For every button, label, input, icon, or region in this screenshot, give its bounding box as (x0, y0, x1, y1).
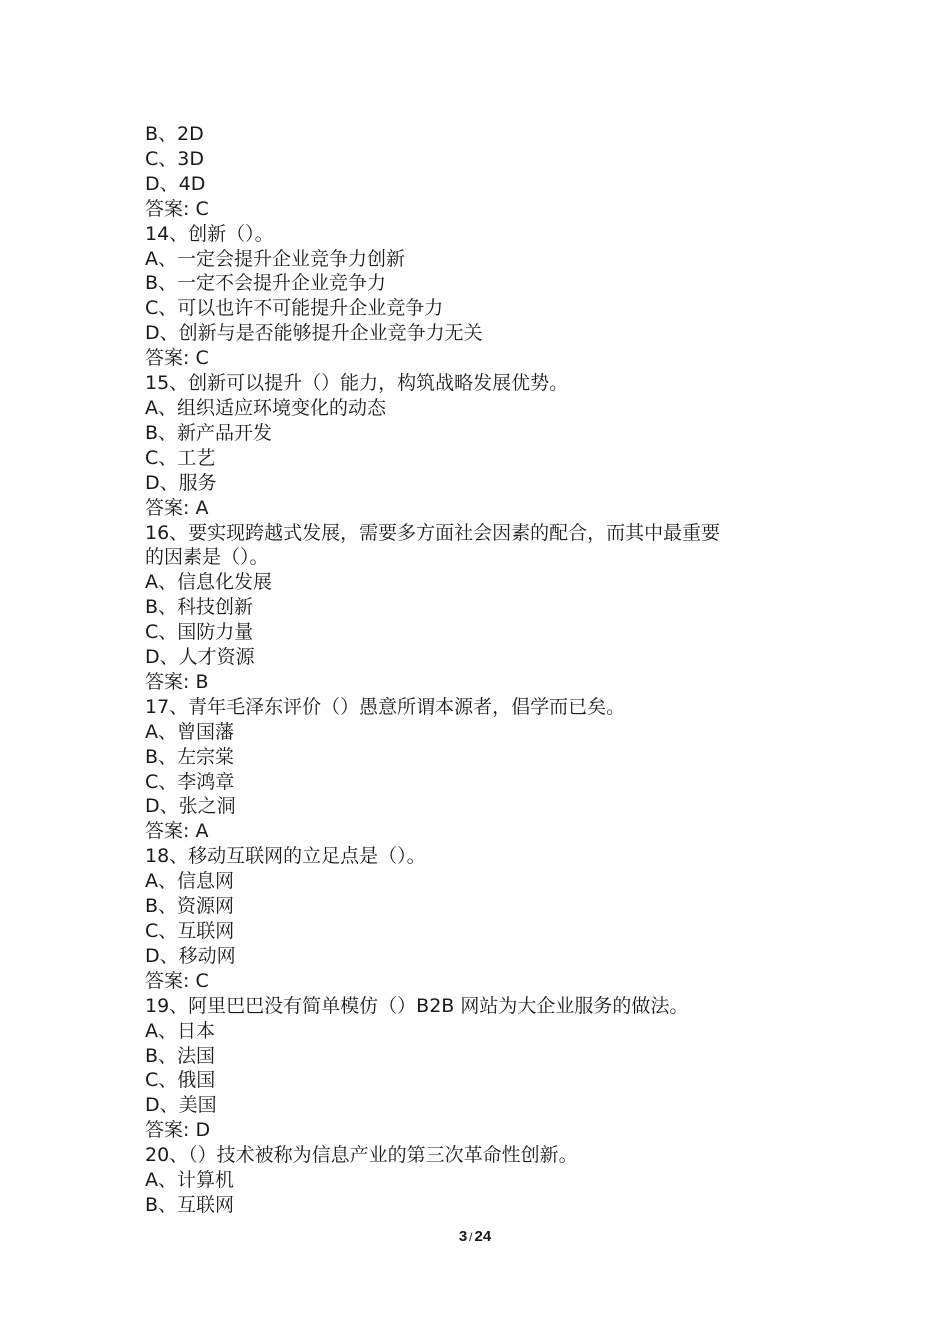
text-line: D、4D (145, 172, 206, 195)
page-number (0, 1228, 950, 1245)
option-line: D、创新与是否能够提升企业竞争力无关 (145, 322, 483, 345)
answer-line: 答案: A (145, 496, 209, 519)
option-line: C、互联网 (145, 920, 235, 942)
page-total: 24 (474, 1228, 492, 1245)
option-line: A、曾国藩 (145, 720, 234, 743)
option-line: C、李鸿章 (145, 770, 235, 793)
question-line: 14、创新（）。 (145, 222, 274, 245)
question-line: 的因素是（）。 (145, 546, 269, 569)
option-line: C、俄国 (145, 1069, 216, 1092)
option-line: A、信息化发展 (145, 571, 272, 594)
question-line: 17、青年毛泽东评价（）愚意所谓本源者，倡学而已矣。 (145, 695, 626, 718)
page-current: 3 (458, 1228, 468, 1245)
option-line: C、国防力量 (145, 621, 254, 644)
option-line: A、组织适应环境变化的动态 (145, 396, 386, 419)
page-separator: / (469, 1230, 473, 1244)
answer-line: 答案: A (145, 820, 209, 843)
option-line: A、日本 (145, 1019, 215, 1042)
answer-line: 答案: C (145, 969, 209, 992)
option-line: B、左宗棠 (145, 745, 235, 768)
answer-line: 答案: D (145, 1119, 211, 1142)
option-line: B、法国 (145, 1044, 216, 1067)
text-line: B、2D (145, 123, 204, 145)
option-line: D、移动网 (145, 944, 236, 967)
option-line: B、新产品开发 (145, 421, 273, 444)
option-line: D、人才资源 (145, 646, 255, 669)
option-line: A、计算机 (145, 1169, 234, 1192)
text-line: C、3D (145, 147, 204, 170)
question-line: 15、创新可以提升（）能力，构筑战略发展优势。 (145, 372, 569, 395)
option-line: A、信息网 (145, 870, 234, 893)
option-line: D、张之洞 (145, 795, 236, 818)
question-line: 18、移动互联网的立足点是（）。 (145, 845, 426, 868)
answer-line: 答案: B (145, 670, 209, 693)
option-line: B、一定不会提升企业竞争力 (145, 272, 387, 295)
option-line: B、资源网 (145, 895, 235, 918)
question-line: 20、（）技术被称为信息产业的第三次革命性创新。 (145, 1144, 578, 1167)
option-line: C、可以也许不可能提升企业竞争力 (145, 297, 444, 320)
option-line: A、一定会提升企业竞争力创新 (145, 247, 405, 270)
option-line: C、工艺 (145, 446, 216, 469)
document-body (145, 122, 815, 1218)
option-line: B、互联网 (145, 1193, 235, 1216)
question-line: 19、阿里巴巴没有简单模仿（）B2B 网站为大企业服务的做法。 (145, 994, 689, 1017)
option-line: D、美国 (145, 1094, 217, 1117)
option-line: B、科技创新 (145, 596, 254, 619)
answer-line: 答案: C (145, 347, 209, 370)
option-line: D、服务 (145, 471, 217, 494)
question-line: 16、要实现跨越式发展，需要多方面社会因素的配合，而其中最重要 (145, 521, 721, 544)
answer-line: 答案: C (145, 197, 209, 220)
